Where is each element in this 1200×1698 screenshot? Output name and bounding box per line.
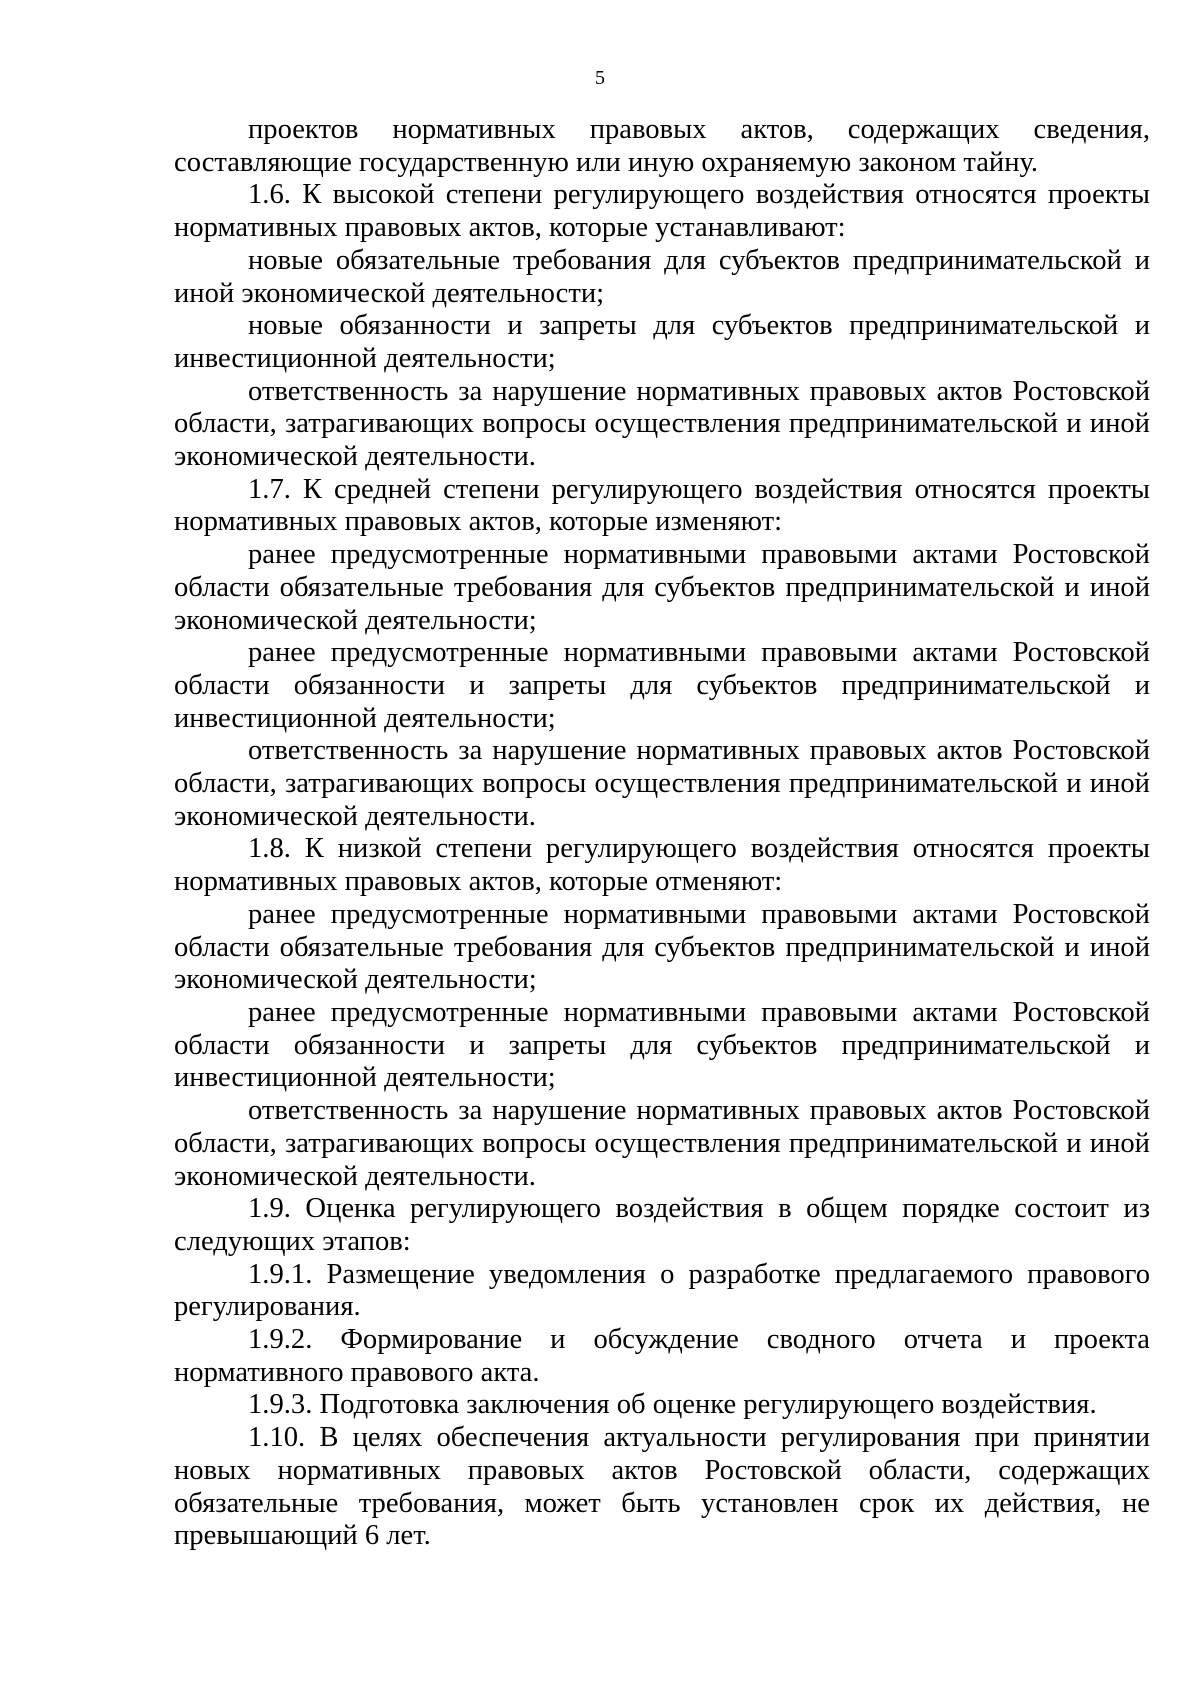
paragraph-list-item: ответственность за нарушение нормативных правовых актов Ростовской области, затрагивающих вопросы осуществления предпринимательской и иной экономической деятельности. xyxy=(174,735,1150,832)
paragraph-1-9: 1.9. Оценка регулирующего воздействия в общем порядке состоит из следующих этапов: xyxy=(174,1193,1150,1257)
paragraph-continuation: проектов нормативных правовых актов, содержащих сведения, составляющие государственную или иную охраняемую законом тайну. xyxy=(174,114,1150,178)
paragraph-list-item: ранее предусмотренные нормативными правовыми актами Ростовской области обязательные требования для субъектов предпринимательской и иной экономической деятельности; xyxy=(174,898,1150,996)
paragraph-1-7: 1.7. К средней степени регулирующего воздействия относятся проекты нормативных правовых актов, которые изменяют: xyxy=(174,473,1150,538)
paragraph-list-item: новые обязанности и запреты для субъектов предпринимательской и инвестиционной деятельности; xyxy=(174,310,1150,374)
paragraph-1-9-3: 1.9.3. Подготовка заключения об оценке регулирующего воздействия. xyxy=(248,1389,1097,1421)
paragraph-1-10: 1.10. В целях обеспечения актуальности регулирования при принятии новых нормативных правовых актов Ростовской области, содержащих обязательные требования, может быть установлен срок их действия, не превышающий 6 лет. xyxy=(174,1422,1150,1552)
paragraph-list-item: ранее предусмотренные нормативными правовыми актами Ростовской области обязанности и запреты для субъектов предпринимательской и инвестиционной деятельности; xyxy=(174,637,1150,734)
paragraph-1-8: 1.8. К низкой степени регулирующего воздействия относятся проекты нормативных правовых актов, которые отменяют: xyxy=(174,833,1150,898)
document-body xyxy=(174,114,1150,1553)
paragraph-list-item: ранее предусмотренные нормативными правовыми актами Ростовской области обязательные требования для субъектов предпринимательской и иной экономической деятельности; xyxy=(174,539,1150,636)
paragraph-list-item: ранее предусмотренные нормативными правовыми актами Ростовской области обязанности и запреты для субъектов предпринимательской и инвестиционной деятельности; xyxy=(174,996,1150,1094)
paragraph-list-item: новые обязательные требования для субъектов предпринимательской и иной экономической деятельности; xyxy=(174,244,1150,309)
paragraph-1-9-2: 1.9.2. Формирование и обсуждение сводного отчета и проекта нормативного правового акта. xyxy=(174,1324,1150,1388)
paragraph-1-9-1: 1.9.1. Размещение уведомления о разработке предлагаемого правового регулирования. xyxy=(174,1258,1150,1323)
paragraph-1-6: 1.6. К высокой степени регулирующего воздействия относятся проекты нормативных правовых актов, которые устанавливают: xyxy=(174,179,1150,244)
paragraph-list-item: ответственность за нарушение нормативных правовых актов Ростовской области, затрагивающих вопросы осуществления предпринимательской и иной экономической деятельности. xyxy=(174,375,1150,473)
page-number: 5 xyxy=(595,67,605,89)
paragraph-list-item: ответственность за нарушение нормативных правовых актов Ростовской области, затрагивающих вопросы осуществления предпринимательской и иной экономической деятельности. xyxy=(174,1095,1150,1192)
